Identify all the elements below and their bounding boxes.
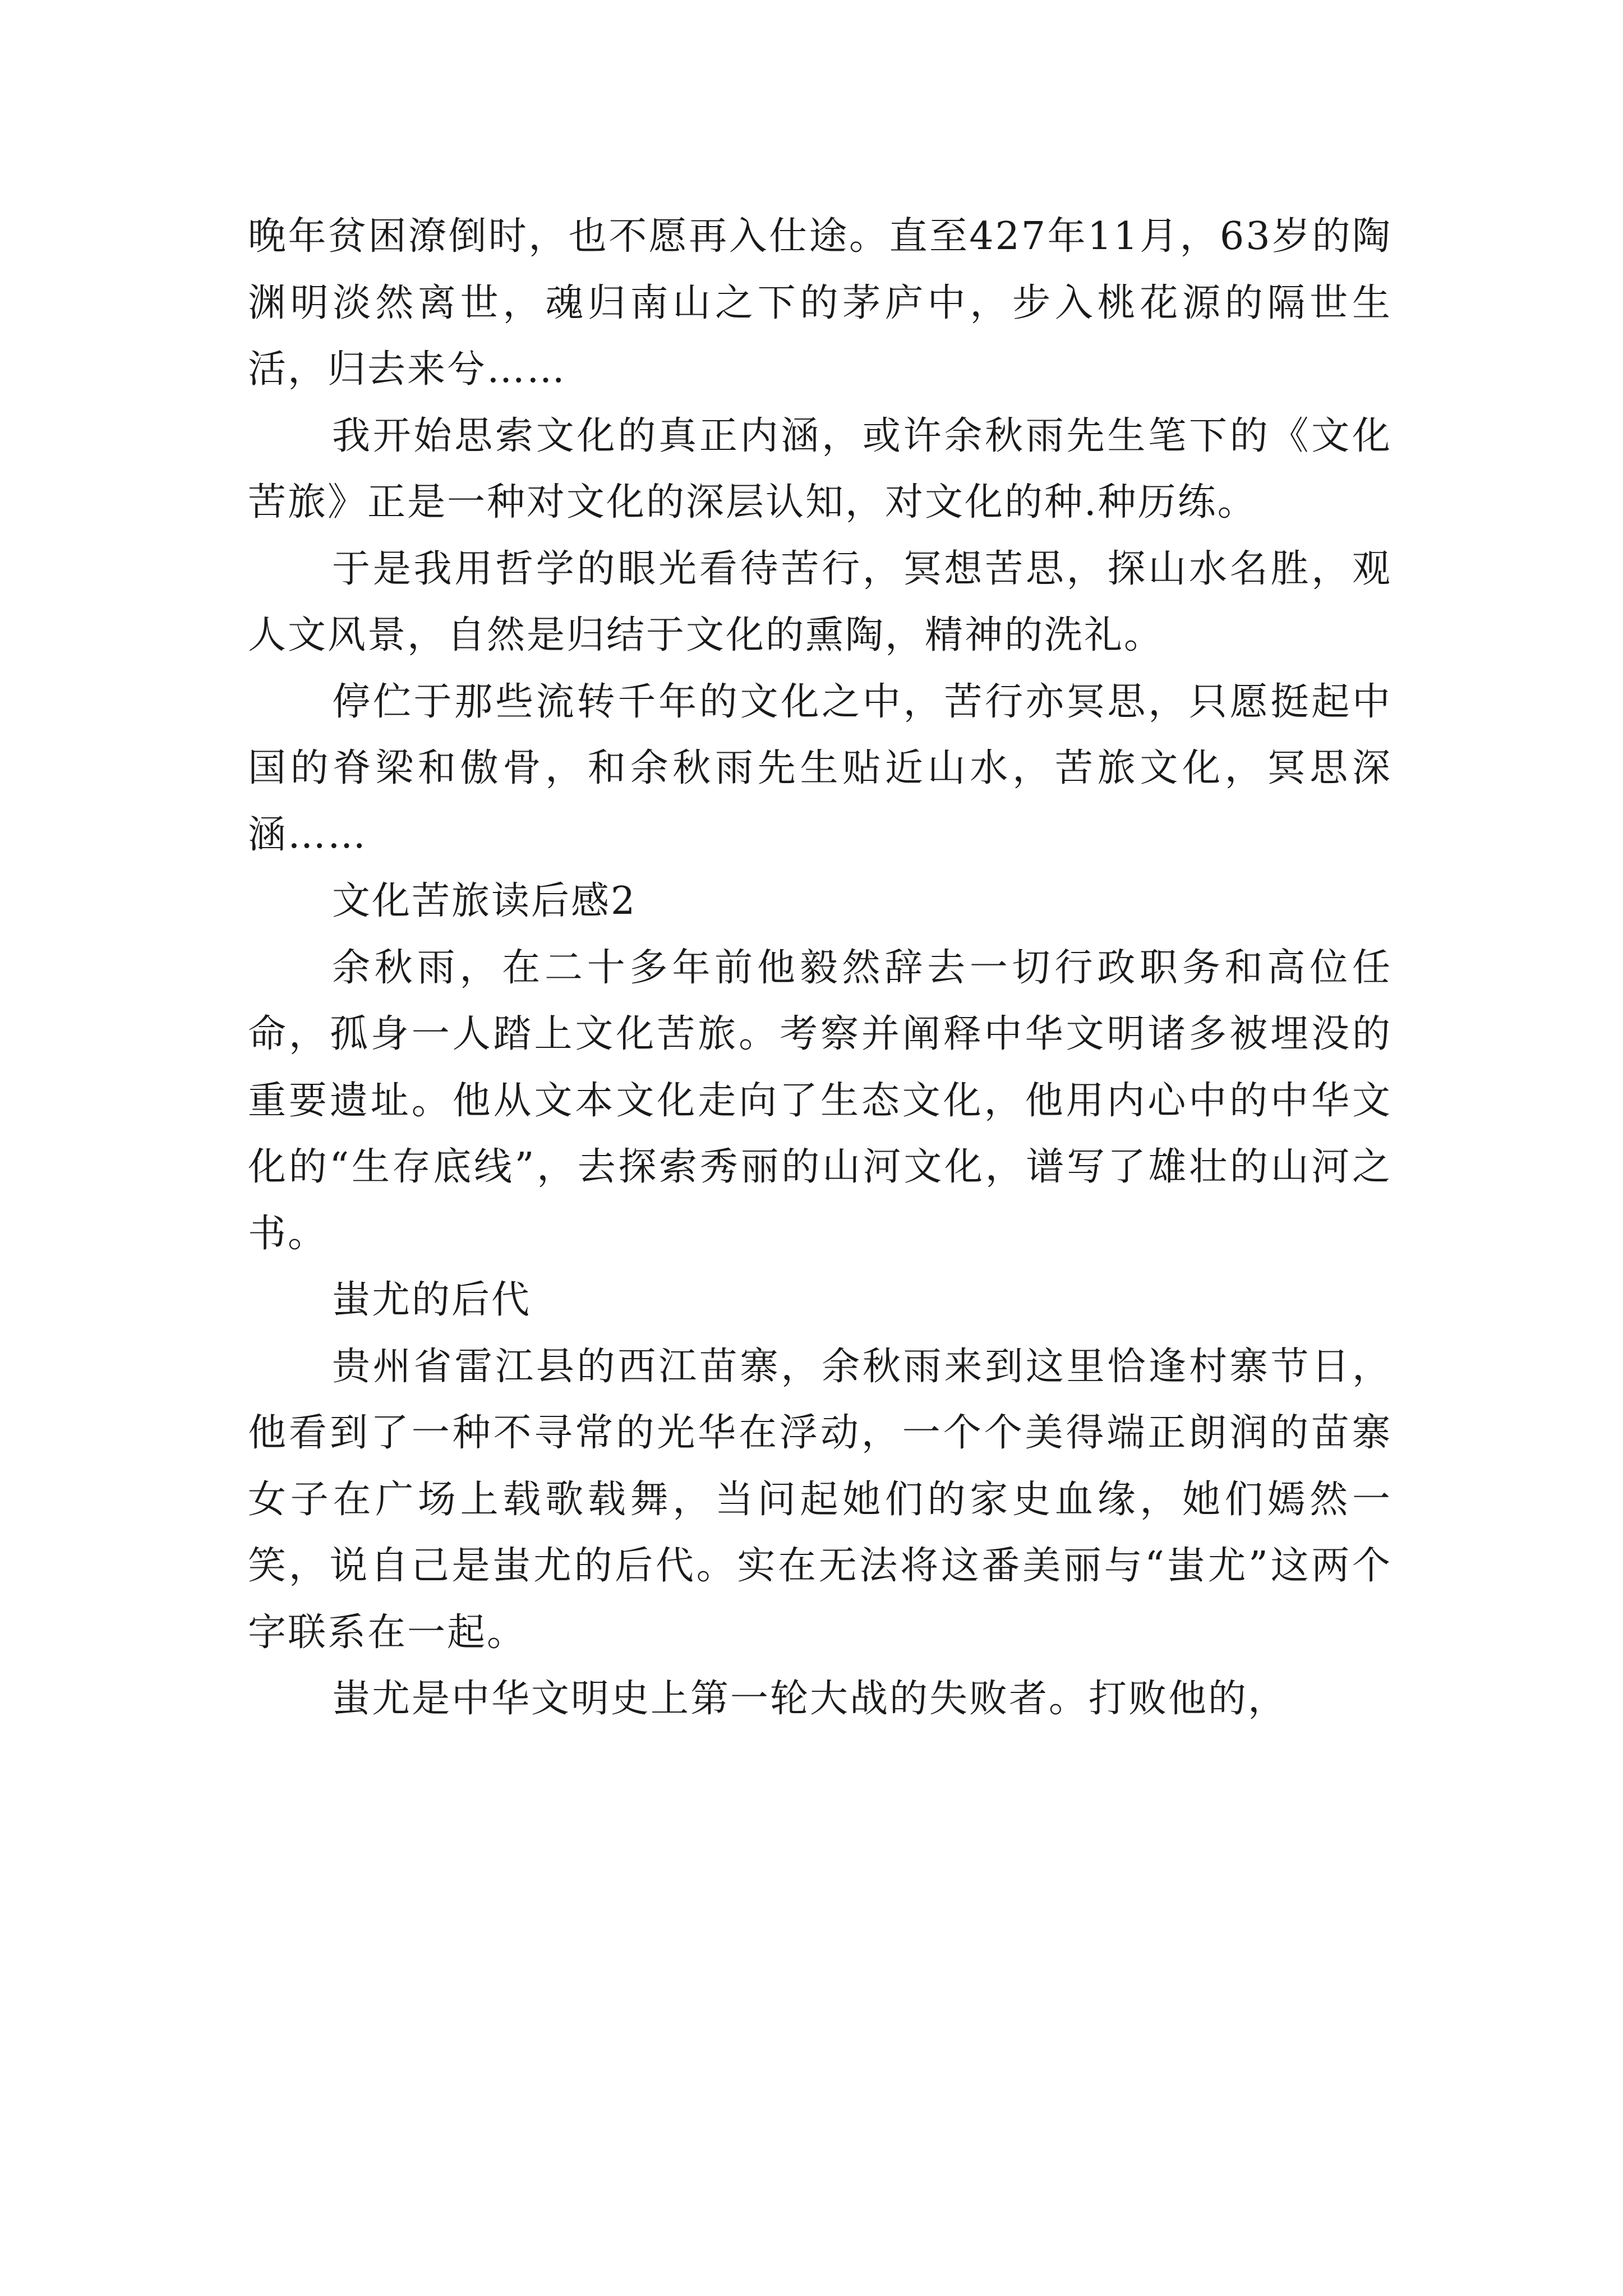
subsection-heading: 蚩尤的后代 bbox=[332, 1278, 532, 1322]
paragraph: 晚年贫困潦倒时，也不愿再入仕途。直至427年11月，63岁的陶渊明淡然离世，魂归南山之下的茅庐中，步入桃花源的隔世生活，归去来兮…… bbox=[248, 214, 1392, 392]
paragraph: 于是我用哲学的眼光看待苦行，冥想苦思，探山水名胜，观人文风景，自然是归结于文化的熏陶，精神的洗礼。 bbox=[248, 546, 1392, 657]
paragraph: 我开始思索文化的真正内涵，或许余秋雨先生笔下的《文化苦旅》正是一种对文化的深层认知，对文化的种.种历练。 bbox=[248, 413, 1392, 524]
paragraph: 蚩尤是中华文明史上第一轮大战的失败者。打败他的， bbox=[332, 1677, 1288, 1721]
paragraph: 贵州省雷江县的西江苗寨，余秋雨来到这里恰逢村寨节日，他看到了一种不寻常的光华在浮动，一个个美得端正朗润的苗寨女子在广场上载歌载舞，当问起她们的家史血缘，她们嫣然一笑，说自己是蚩尤的后代。实在无法将这番美丽与“蚩尤”这两个字联系在一起。 bbox=[248, 1344, 1392, 1655]
paragraph: 余秋雨，在二十多年前他毅然辞去一切行政职务和高位任命，孤身一人踏上文化苦旅。考察并阐释中华文明诸多被埋没的重要遗址。他从文本文化走向了生态文化，他用内心中的中华文化的“生存底线”，去探索秀丽的山河文化，谱写了雄壮的山河之书。 bbox=[248, 945, 1392, 1256]
paragraph: 停伫于那些流转千年的文化之中，苦行亦冥思，只愿挺起中国的脊梁和傲骨，和余秋雨先生贴近山水，苦旅文化，冥思深涵…… bbox=[248, 679, 1392, 857]
document-body bbox=[248, 204, 1392, 1733]
section-heading: 文化苦旅读后感2 bbox=[332, 879, 637, 923]
